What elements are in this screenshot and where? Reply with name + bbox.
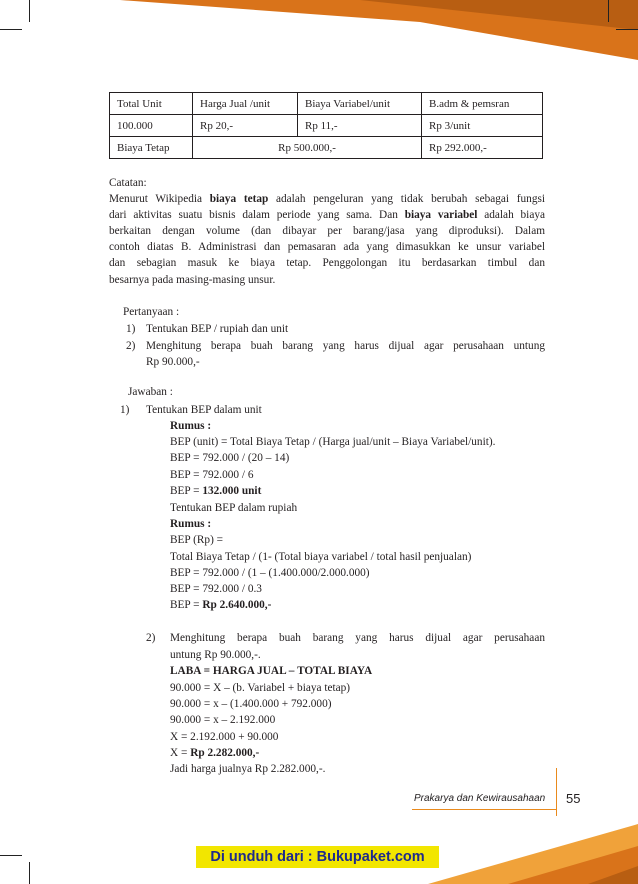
formula-line: BEP (Rp) = (170, 534, 224, 546)
answer-heading: Tentukan BEP dalam unit (146, 404, 262, 416)
catatan-line: dari aktivitas suatu bisnis dalam periode yang sama. Dan biaya variabel adalah biaya (109, 209, 545, 222)
formula-line: 90.000 = X – (b. Variabel + biaya tetap) (170, 682, 351, 694)
table-cell: B.adm & pemsran (422, 93, 543, 115)
rumus-label: Rumus : (170, 518, 212, 530)
formula-line: X = 2.192.000 + 90.000 (170, 731, 279, 743)
formula-line: BEP = 792.000 / (20 – 14) (170, 452, 290, 464)
table-cell: Biaya Variabel/unit (298, 93, 422, 115)
crop-mark (608, 0, 609, 22)
crop-mark (29, 0, 30, 22)
table-cell: Rp 292.000,- (422, 137, 543, 159)
table-cell: Rp 11,- (298, 115, 422, 137)
crop-mark (616, 29, 638, 30)
answer-heading: untung Rp 90.000,-. (170, 649, 261, 661)
footer-rule (412, 809, 556, 810)
table-cell: 100.000 (110, 115, 193, 137)
table-cell: Harga Jual /unit (193, 93, 298, 115)
table-cell: Total Unit (110, 93, 193, 115)
table-cell: Rp 500.000,- (193, 137, 422, 159)
table-cell: Rp 20,- (193, 115, 298, 137)
crop-mark (29, 862, 30, 884)
question-text: Menghitung berapa buah barang yang harus dijual agar perusahaan untung (146, 340, 545, 352)
catatan-line: Menurut Wikipedia biaya tetap adalah pengeluran yang tidak berubah sebagai fungsi (109, 193, 546, 206)
question-text: Rp 90.000,- (146, 356, 200, 368)
download-banner[interactable]: Di unduh dari : Bukupaket.com (196, 846, 439, 868)
catatan-line: besarnya pada masing-masing unsur. (109, 273, 276, 286)
question-number: 1) (126, 323, 136, 335)
formula-line: BEP = 792.000 / (1 – (1.400.000/2.000.000) (170, 567, 370, 579)
header-decoration (0, 0, 638, 70)
catatan-section (109, 175, 545, 288)
book-title: Prakarya dan Kewirausahaan (414, 793, 546, 804)
jawaban-title: Jawaban : (128, 386, 173, 398)
formula-line: Total Biaya Tetap / (1- (Total biaya variabel / total hasil penjualan) (170, 551, 472, 563)
table-row (110, 93, 543, 115)
question-number: 2) (126, 340, 136, 352)
page-number: 55 (566, 791, 581, 806)
formula-result: BEP = 132.000 unit (170, 485, 262, 497)
answer-number: 1) (120, 404, 130, 416)
answer-subheading: Tentukan BEP dalam rupiah (170, 502, 298, 514)
rumus-label: Rumus : (170, 420, 212, 432)
crop-mark (0, 855, 22, 856)
laba-formula: LABA = HARGA JUAL – TOTAL BIAYA (170, 665, 373, 677)
formula-line: BEP (unit) = Total Biaya Tetap / (Harga jual/unit – Biaya Variabel/unit). (170, 436, 496, 448)
cost-table (109, 92, 543, 159)
answer-number: 2) (146, 632, 156, 644)
conclusion-line: Jadi harga jualnya Rp 2.282.000,-. (170, 763, 326, 775)
table-row (110, 137, 543, 159)
question-text: Tentukan BEP / rupiah dan unit (146, 323, 289, 335)
catatan-title: Catatan: (109, 177, 147, 189)
catatan-line: contoh diatas B. Administrasi dan pemasaran ada yang dimasukkan ke unsur variabel (109, 241, 545, 254)
formula-line: BEP = 792.000 / 0.3 (170, 583, 262, 595)
catatan-line: berkaitan dengan volume (dan dibayar per barang/jasa yang diproduksi). Dalam (109, 225, 545, 238)
table-cell: Biaya Tetap (110, 137, 193, 159)
table-cell: Rp 3/unit (422, 115, 543, 137)
answer-heading: Menghitung berapa buah barang yang harus dijual agar perusahaan (170, 632, 545, 644)
formula-line: 90.000 = x – 2.192.000 (170, 714, 276, 726)
catatan-line: dan sebagian masuk ke biaya tetap. Penggolongan itu berdasarkan timbul dan (109, 257, 545, 270)
formula-result: X = Rp 2.282.000,- (170, 747, 260, 759)
crop-mark (0, 29, 22, 30)
formula-line: 90.000 = x – (1.400.000 + 792.000) (170, 698, 332, 710)
footer-divider (556, 768, 557, 816)
formula-result: BEP = Rp 2.640.000,- (170, 599, 272, 611)
pertanyaan-title: Pertanyaan : (123, 306, 180, 318)
formula-line: BEP = 792.000 / 6 (170, 469, 254, 481)
table-row (110, 115, 543, 137)
